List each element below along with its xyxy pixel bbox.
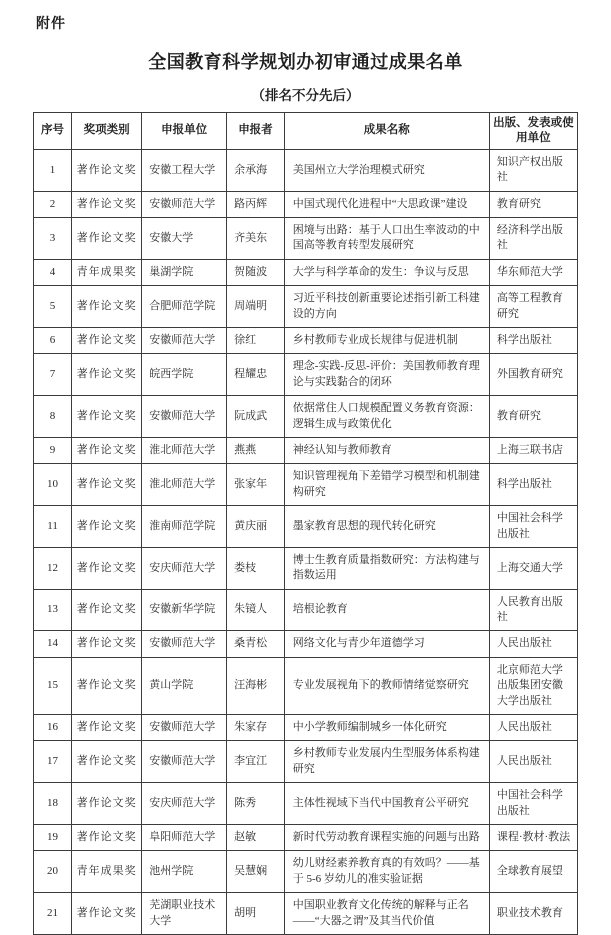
table-cell-col-applicant-unit: 巢湖学院 xyxy=(142,259,227,285)
table-cell-col-publisher-unit: 知识产权出版社 xyxy=(489,149,577,191)
table-cell-col-applicant-unit: 淮南师范学院 xyxy=(142,506,227,548)
table-cell-col-result-title: 知识管理视角下差错学习模型和机制建构研究 xyxy=(284,464,489,506)
table-cell-col-publisher-unit: 上海三联书店 xyxy=(489,437,577,463)
table-cell-col-applicant-unit: 安徽大学 xyxy=(142,218,227,260)
table-cell-col-applicant-unit: 安庆师范大学 xyxy=(142,547,227,589)
table-cell-col-result-title: 困境与出路：基于人口出生率波动的中国高等教育转型发展研究 xyxy=(284,218,489,260)
table-header-row xyxy=(34,113,578,150)
table-cell-col-applicant: 汪海彬 xyxy=(227,657,285,714)
table-cell-col-award-category: 著作论文奖 xyxy=(72,547,142,589)
table-cell-col-publisher-unit: 全球教育展望 xyxy=(489,851,577,893)
table-cell-col-result-title: 网络文化与青少年道德学习 xyxy=(284,631,489,657)
table-row xyxy=(34,506,578,548)
table-cell-col-applicant: 张家年 xyxy=(227,464,285,506)
table-cell-col-result-title: 专业发展视角下的教师情绪觉察研究 xyxy=(284,657,489,714)
attachment-label: 附件 xyxy=(36,15,66,31)
table-cell-col-applicant: 燕燕 xyxy=(227,437,285,463)
table-cell-col-applicant: 余承海 xyxy=(227,149,285,191)
table-cell-col-applicant-unit: 池州学院 xyxy=(142,851,227,893)
table-cell-col-applicant-unit: 淮北师范大学 xyxy=(142,437,227,463)
table-row xyxy=(34,396,578,438)
table-cell-col-applicant-unit: 安徽新华学院 xyxy=(142,589,227,631)
table-cell-col-applicant-unit: 安徽师范大学 xyxy=(142,715,227,741)
table-cell-col-result-title: 幼儿财经素养教育真的有效吗？——基于 5-6 岁幼儿的准实验证据 xyxy=(284,851,489,893)
table-cell-col-result-title: 美国州立大学治理模式研究 xyxy=(284,149,489,191)
table-cell-col-index: 12 xyxy=(34,547,72,589)
table-row xyxy=(34,354,578,396)
table-cell-col-award-category: 著作论文奖 xyxy=(72,149,142,191)
table-cell-col-award-category: 著作论文奖 xyxy=(72,354,142,396)
table-cell-col-publisher-unit: 中国社会科学出版社 xyxy=(489,506,577,548)
table-cell-col-result-title: 墨家教育思想的现代转化研究 xyxy=(284,506,489,548)
table-cell-col-applicant-unit: 淮北师范大学 xyxy=(142,464,227,506)
table-cell-col-award-category: 著作论文奖 xyxy=(72,328,142,354)
table-cell-col-result-title: 主体性视域下当代中国教育公平研究 xyxy=(284,783,489,825)
table-cell-col-result-title: 依据常住人口规模配置义务教育资源：逻辑生成与政策优化 xyxy=(284,396,489,438)
table-cell-col-award-category: 著作论文奖 xyxy=(72,191,142,217)
table-cell-col-applicant-unit: 安徽师范大学 xyxy=(142,191,227,217)
table-cell-col-award-category: 著作论文奖 xyxy=(72,589,142,631)
table-cell-col-publisher-unit: 上海交通大学 xyxy=(489,547,577,589)
table-cell-col-applicant-unit: 安徽师范大学 xyxy=(142,741,227,783)
table-cell-col-publisher-unit: 中国社会科学出版社 xyxy=(489,783,577,825)
table-cell-col-applicant-unit: 安徽工程大学 xyxy=(142,149,227,191)
results-table xyxy=(33,112,578,935)
table-cell-col-award-category: 著作论文奖 xyxy=(72,783,142,825)
table-cell-col-award-category: 著作论文奖 xyxy=(72,715,142,741)
table-row xyxy=(34,851,578,893)
table-cell-col-award-category: 著作论文奖 xyxy=(72,631,142,657)
table-cell-col-award-category: 著作论文奖 xyxy=(72,741,142,783)
table-cell-col-applicant: 程耀忠 xyxy=(227,354,285,396)
table-cell-col-publisher-unit: 职业技术教育 xyxy=(489,893,577,935)
table-cell-col-result-title: 理念-实践-反思-评价：美国教师教育理论与实践黏合的闭环 xyxy=(284,354,489,396)
table-cell-col-index: 10 xyxy=(34,464,72,506)
table-row xyxy=(34,286,578,328)
table-row xyxy=(34,437,578,463)
table-header-col-publisher-unit: 出版、发表或使用单位 xyxy=(489,113,577,150)
table-cell-col-result-title: 习近平科技创新重要论述指引新工科建设的方向 xyxy=(284,286,489,328)
table-cell-col-result-title: 中小学教师编制城乡一体化研究 xyxy=(284,715,489,741)
table-cell-col-applicant-unit: 芜湖职业技术大学 xyxy=(142,893,227,935)
table-cell-col-publisher-unit: 课程·教材·教法 xyxy=(489,824,577,850)
table-cell-col-index: 15 xyxy=(34,657,72,714)
table-cell-col-applicant: 桑青松 xyxy=(227,631,285,657)
table-cell-col-publisher-unit: 科学出版社 xyxy=(489,464,577,506)
table-cell-col-index: 18 xyxy=(34,783,72,825)
table-row xyxy=(34,259,578,285)
table-cell-col-publisher-unit: 经济科学出版社 xyxy=(489,218,577,260)
table-cell-col-applicant: 娄枝 xyxy=(227,547,285,589)
table-row xyxy=(34,547,578,589)
table-cell-col-award-category: 著作论文奖 xyxy=(72,893,142,935)
table-cell-col-publisher-unit: 人民教育出版社 xyxy=(489,589,577,631)
table-cell-col-award-category: 著作论文奖 xyxy=(72,464,142,506)
table-cell-col-applicant: 齐美东 xyxy=(227,218,285,260)
table-cell-col-award-category: 著作论文奖 xyxy=(72,824,142,850)
table-cell-col-result-title: 博士生教育质量指数研究：方法构建与指数运用 xyxy=(284,547,489,589)
table-cell-col-award-category: 著作论文奖 xyxy=(72,506,142,548)
table-cell-col-index: 4 xyxy=(34,259,72,285)
table-cell-col-publisher-unit: 人民出版社 xyxy=(489,741,577,783)
table-cell-col-index: 7 xyxy=(34,354,72,396)
table-cell-col-applicant: 路丙辉 xyxy=(227,191,285,217)
table-cell-col-result-title: 神经认知与教师教育 xyxy=(284,437,489,463)
table-cell-col-applicant-unit: 安徽师范大学 xyxy=(142,328,227,354)
table-cell-col-publisher-unit: 外国教育研究 xyxy=(489,354,577,396)
table-cell-col-result-title: 大学与科学革命的发生：争议与反思 xyxy=(284,259,489,285)
table-cell-col-index: 17 xyxy=(34,741,72,783)
table-cell-col-index: 6 xyxy=(34,328,72,354)
table-cell-col-applicant: 吴慧娴 xyxy=(227,851,285,893)
table-cell-col-award-category: 著作论文奖 xyxy=(72,437,142,463)
table-cell-col-result-title: 中国职业教育文化传统的解释与正名——“大器之谓”及其当代价值 xyxy=(284,893,489,935)
table-cell-col-publisher-unit: 华东师范大学 xyxy=(489,259,577,285)
table-cell-col-result-title: 乡村教师专业成长规律与促进机制 xyxy=(284,328,489,354)
table-cell-col-applicant: 周端明 xyxy=(227,286,285,328)
table-body xyxy=(34,149,578,934)
table-cell-col-applicant: 朱镜人 xyxy=(227,589,285,631)
table-cell-col-applicant: 阮成武 xyxy=(227,396,285,438)
page-subtitle: （排名不分先后） xyxy=(251,88,360,103)
table-cell-col-index: 9 xyxy=(34,437,72,463)
table-cell-col-index: 20 xyxy=(34,851,72,893)
table-cell-col-applicant: 陈秀 xyxy=(227,783,285,825)
table-cell-col-applicant-unit: 阜阳师范大学 xyxy=(142,824,227,850)
table-cell-col-award-category: 著作论文奖 xyxy=(72,396,142,438)
table-cell-col-index: 8 xyxy=(34,396,72,438)
table-row xyxy=(34,715,578,741)
table-cell-col-publisher-unit: 科学出版社 xyxy=(489,328,577,354)
table-cell-col-result-title: 培根论教育 xyxy=(284,589,489,631)
table-cell-col-index: 16 xyxy=(34,715,72,741)
table-cell-col-index: 21 xyxy=(34,893,72,935)
page-title: 全国教育科学规划办初审通过成果名单 xyxy=(148,52,463,72)
table-cell-col-index: 1 xyxy=(34,149,72,191)
table-cell-col-index: 19 xyxy=(34,824,72,850)
table-cell-col-applicant-unit: 安庆师范大学 xyxy=(142,783,227,825)
table-cell-col-award-category: 著作论文奖 xyxy=(72,218,142,260)
table-row xyxy=(34,218,578,260)
table-cell-col-result-title: 乡村教师专业发展内生型服务体系构建研究 xyxy=(284,741,489,783)
table-cell-col-index: 5 xyxy=(34,286,72,328)
table-cell-col-applicant-unit: 安徽师范大学 xyxy=(142,631,227,657)
table-cell-col-publisher-unit: 北京师范大学出版集团安徽大学出版社 xyxy=(489,657,577,714)
table-row xyxy=(34,589,578,631)
table-cell-col-index: 11 xyxy=(34,506,72,548)
table-header-col-result-title: 成果名称 xyxy=(284,113,489,150)
table-cell-col-publisher-unit: 人民出版社 xyxy=(489,631,577,657)
table-cell-col-applicant: 赵敏 xyxy=(227,824,285,850)
table-row xyxy=(34,783,578,825)
table-cell-col-applicant: 朱家存 xyxy=(227,715,285,741)
table-cell-col-award-category: 青年成果奖 xyxy=(72,851,142,893)
table-cell-col-result-title: 中国式现代化进程中“大思政课”建设 xyxy=(284,191,489,217)
table-header-col-award-category: 奖项类别 xyxy=(72,113,142,150)
table-cell-col-applicant-unit: 安徽师范大学 xyxy=(142,396,227,438)
table-cell-col-applicant: 贺随波 xyxy=(227,259,285,285)
table-row xyxy=(34,328,578,354)
table-row xyxy=(34,657,578,714)
table-cell-col-publisher-unit: 教育研究 xyxy=(489,396,577,438)
table-row xyxy=(34,631,578,657)
table-cell-col-applicant-unit: 皖西学院 xyxy=(142,354,227,396)
table-cell-col-applicant-unit: 合肥师范学院 xyxy=(142,286,227,328)
table-cell-col-index: 3 xyxy=(34,218,72,260)
table-cell-col-applicant-unit: 黄山学院 xyxy=(142,657,227,714)
table-row xyxy=(34,893,578,935)
table-row xyxy=(34,191,578,217)
table-cell-col-publisher-unit: 高等工程教育研究 xyxy=(489,286,577,328)
table-cell-col-publisher-unit: 人民出版社 xyxy=(489,715,577,741)
table-cell-col-publisher-unit: 教育研究 xyxy=(489,191,577,217)
table-row xyxy=(34,149,578,191)
table-cell-col-award-category: 著作论文奖 xyxy=(72,286,142,328)
table-cell-col-award-category: 著作论文奖 xyxy=(72,657,142,714)
table-cell-col-index: 14 xyxy=(34,631,72,657)
table-header-col-applicant-unit: 申报单位 xyxy=(142,113,227,150)
table-row xyxy=(34,824,578,850)
table-row xyxy=(34,741,578,783)
table-cell-col-index: 13 xyxy=(34,589,72,631)
table-header-col-index: 序号 xyxy=(34,113,72,150)
table-cell-col-applicant: 徐红 xyxy=(227,328,285,354)
table-cell-col-index: 2 xyxy=(34,191,72,217)
table-row xyxy=(34,464,578,506)
table-cell-col-result-title: 新时代劳动教育课程实施的问题与出路 xyxy=(284,824,489,850)
table-cell-col-applicant: 黄庆丽 xyxy=(227,506,285,548)
table-cell-col-award-category: 青年成果奖 xyxy=(72,259,142,285)
table-cell-col-applicant: 胡明 xyxy=(227,893,285,935)
table-cell-col-applicant: 李宜江 xyxy=(227,741,285,783)
table-header-col-applicant: 申报者 xyxy=(227,113,285,150)
